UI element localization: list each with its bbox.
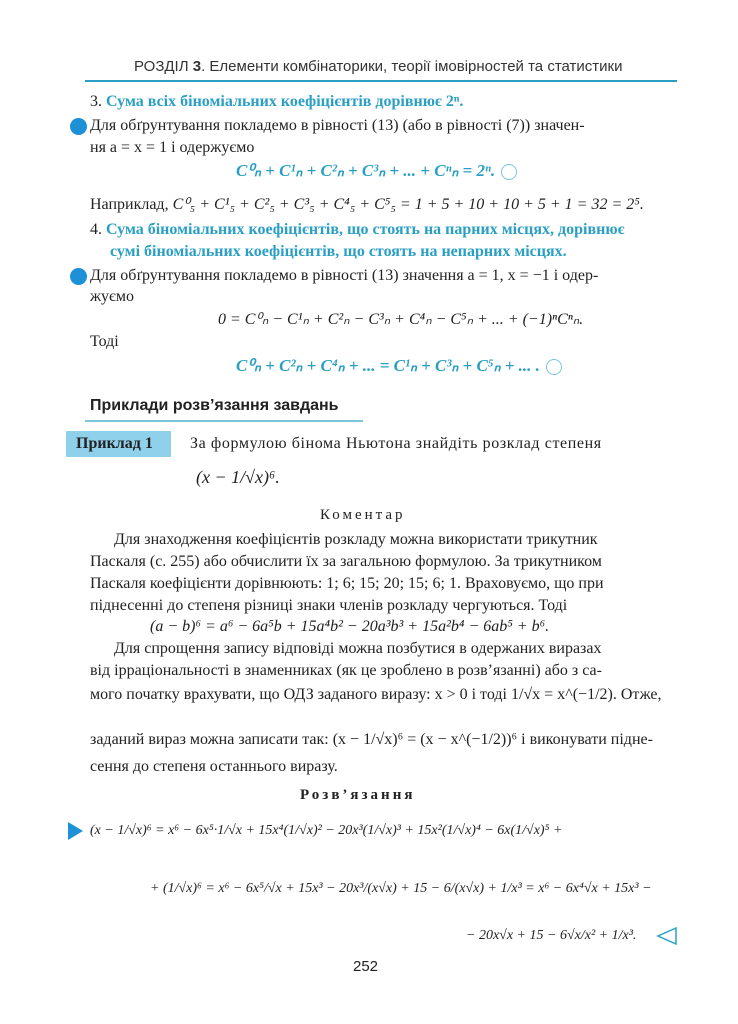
solution-line: + (1/√x)⁶ = x⁶ − 6x⁵/√x + 15x³ − 20x³/(x√x) + 15 − 6/(x√x) + 1/x³ = x⁶ − 6x⁴√x + 15x³ − (150, 881, 652, 896)
proof-end-circle-icon (546, 359, 562, 375)
example-line (90, 196, 644, 214)
property-statement: Сума всіх біноміальних коефіцієнтів дорівнює 2ⁿ. (106, 93, 464, 110)
solution-line: − 20x√x + 15 − 6√x/x² + 1/x³. (466, 928, 637, 943)
comment-text: Для знаходження коефіцієнтів розкладу можна використати трикутник (114, 531, 598, 548)
comment-formula: (a − b)⁶ = a⁶ − 6a⁵b + 15a⁴b² − 20a³b³ + 15a²b⁴ − 6ab⁵ + b⁶. (150, 618, 550, 635)
comment-text: піднесенні до степеня різниці знаки членів розкладу чергуються. Тоді (90, 597, 568, 614)
formula-sum-all (236, 162, 517, 181)
property-3 (90, 93, 463, 111)
example-label: Приклад 1 (76, 435, 153, 452)
property-number: 4. (90, 221, 102, 238)
example-formula: C⁰₅ + C¹₅ + C²₅ + C³₅ + C⁴₅ + C⁵₅ = 1 + 5 + 10 + 10 + 5 + 1 = 32 = 2⁵. (172, 196, 644, 213)
comment-title: Коментар (320, 507, 406, 523)
comment-text: Для спрощення запису відповіді можна позбутися в одержаних виразах (114, 640, 602, 657)
proof-start-marker-icon (70, 118, 87, 135)
comment-text: Паскаля коефіцієнти дорівнюють: 1; 6; 15; 20; 15; 6; 1. Враховуємо, що при (90, 575, 604, 592)
formula-alternating: 0 = C⁰ₙ − C¹ₙ + C²ₙ − C³ₙ + C⁴ₙ − C⁵ₙ + ... + (−1)ⁿCⁿₙ. (218, 311, 584, 328)
comment-text: від ірраціональності в знаменниках (як це зроблено в розв’язанні) або з са- (90, 662, 602, 679)
proof-text: Для обґрунтування покладемо в рівності (13) (або в рівності (7)) значен- (90, 117, 585, 134)
header-rule (85, 80, 677, 82)
comment-text: мого початку врахувати, що ОДЗ заданого виразу: x > 0 і тоді 1/√x = x^(−1/2). Отже, (90, 686, 662, 703)
example-label: Наприклад, (90, 196, 169, 213)
heading-rule (85, 420, 363, 422)
then-text: Тоді (90, 333, 119, 350)
section-number: 3 (192, 58, 202, 75)
solution-start-triangle-icon (68, 822, 83, 840)
property-4 (90, 221, 624, 239)
proof-start-marker-icon (70, 268, 87, 285)
page-number: 252 (353, 958, 379, 975)
proof-text: жуємо (90, 288, 135, 305)
examples-heading: Приклади розв’язання завдань (90, 397, 339, 414)
solution-title: Розв’язання (300, 787, 416, 803)
formula-even-odd (236, 357, 562, 376)
proof-text: Для обґрунтування покладемо в рівності (13) значення a = 1, x = −1 і одер- (90, 267, 599, 284)
formula-text: C⁰ₙ + C¹ₙ + C²ₙ + C³ₙ + ... + Cⁿₙ = 2ⁿ. (236, 161, 496, 180)
formula-text: C⁰ₙ + C²ₙ + C⁴ₙ + ... = C¹ₙ + C³ₙ + C⁵ₙ + ... . (236, 356, 540, 375)
solution-end-triangle-icon (656, 926, 678, 946)
comment-text: заданий вираз можна записати так: (x − 1/√x)⁶ = (x − x^(−1/2))⁶ і виконувати підне- (90, 731, 653, 748)
property-statement: Сума біноміальних коефіцієнтів, що стоять на парних місцях, дорівнює (106, 221, 625, 238)
section-title: . Елементи комбінаторики, теорії імовірностей та статистики (201, 58, 623, 75)
task-formula: (x − 1/√x)⁶. (196, 467, 280, 487)
proof-text: ня a = x = 1 і одержуємо (90, 139, 255, 156)
comment-text: сення до степеня останнього виразу. (90, 758, 338, 775)
property-number: 3. (90, 93, 102, 110)
comment-text: Паскаля (с. 255) або обчислити їх за загальною формулою. За трикутником (90, 553, 602, 570)
property-statement: сумі біноміальних коефіцієнтів, що стоять на непарних місцях. (110, 243, 567, 260)
example-task: За формулою бінома Ньютона знайдіть розклад степеня (190, 435, 602, 452)
section-header (134, 58, 622, 76)
section-label: РОЗДІЛ (134, 58, 189, 75)
solution-line: (x − 1/√x)⁶ = x⁶ − 6x⁵·1/√x + 15x⁴(1/√x)² − 20x³(1/√x)³ + 15x²(1/√x)⁴ − 6x(1/√x)⁵ + (90, 823, 563, 838)
proof-end-circle-icon (501, 164, 517, 180)
